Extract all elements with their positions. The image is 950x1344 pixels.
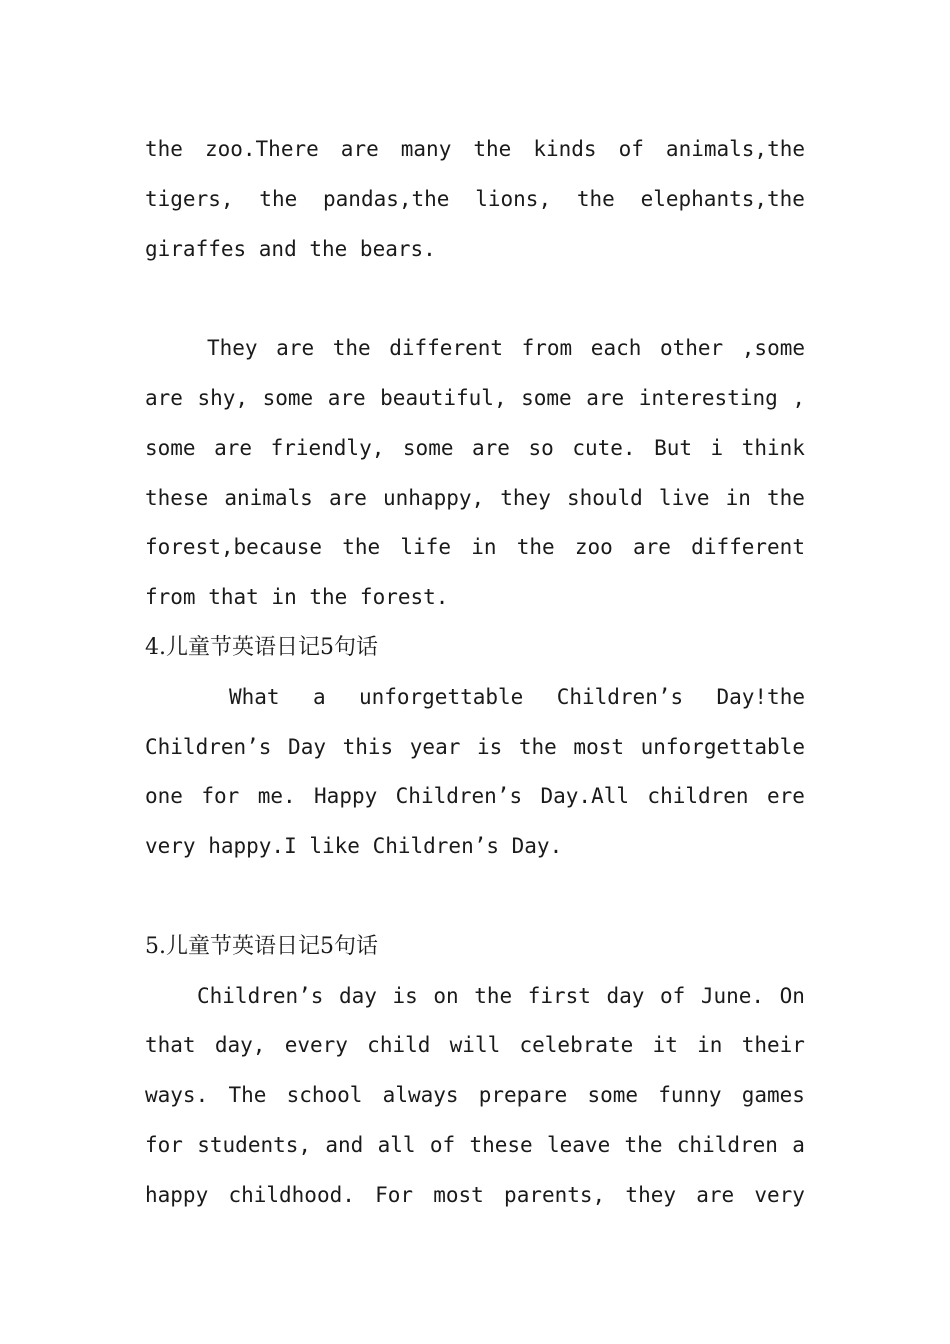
word: Day!the (716, 684, 805, 709)
word: in (471, 535, 497, 560)
word: unforgettable (640, 734, 805, 759)
word: each (590, 336, 642, 361)
word: are (340, 137, 379, 161)
word: some (402, 435, 454, 460)
section-4-paragraph (145, 673, 805, 872)
word: day, (214, 1033, 266, 1058)
word: the (473, 137, 512, 161)
text-line (145, 424, 805, 474)
word: think (741, 435, 805, 460)
word: The (228, 1083, 267, 1108)
word: first (527, 983, 591, 1008)
text-line (145, 673, 805, 723)
word: other (659, 336, 724, 361)
word: the (624, 1132, 663, 1157)
word: live (658, 485, 710, 510)
word: Happy (314, 784, 378, 809)
word: some (145, 435, 196, 460)
word: and (325, 1132, 364, 1157)
word: different (389, 336, 504, 361)
word: happy (145, 1182, 209, 1207)
word: are (328, 485, 367, 510)
word: from (521, 336, 573, 361)
document-body (145, 125, 805, 1221)
word: some (521, 385, 572, 410)
word: On (779, 983, 805, 1008)
word: the (516, 535, 555, 560)
word: elephants,the (640, 186, 805, 211)
word: , (792, 385, 805, 410)
word: are (633, 535, 671, 560)
text-line (145, 324, 805, 374)
section-5-paragraph (145, 972, 805, 1221)
word: a (792, 1132, 805, 1157)
word: are (696, 1182, 735, 1207)
word: is (476, 734, 503, 759)
word: celebrate (519, 1033, 634, 1058)
word: zoo (574, 535, 613, 560)
word: students, (197, 1132, 312, 1157)
text-line (145, 723, 805, 773)
text-line (145, 474, 805, 524)
word: are (145, 385, 183, 410)
word: unforgettable (358, 684, 524, 709)
text-line (145, 175, 805, 225)
word: are (586, 385, 625, 410)
word: school (286, 1083, 363, 1108)
word: day (606, 983, 645, 1008)
word: Children’s (145, 734, 272, 759)
paragraph-spacer (145, 872, 805, 922)
word: for (145, 1132, 183, 1157)
word: ,some (741, 336, 805, 361)
word: Children’s (556, 684, 684, 709)
text-line (145, 972, 805, 1022)
word: they (500, 485, 551, 510)
word: are (214, 435, 253, 460)
word: the (342, 535, 381, 560)
word: one (145, 784, 183, 809)
text-line (145, 772, 805, 822)
text-line (145, 125, 805, 175)
word: June. (700, 983, 765, 1008)
text-line (145, 1021, 805, 1071)
section-4-heading: 4.儿童节英语日记5句话 (145, 634, 378, 660)
word: that (145, 1033, 196, 1058)
word: the (259, 186, 298, 211)
word: their (741, 1033, 805, 1058)
word: unhappy, (383, 485, 485, 510)
word: in (697, 1033, 723, 1058)
word: so (528, 435, 554, 460)
text-line (145, 374, 805, 424)
word: they (625, 1182, 676, 1207)
word: will (449, 1033, 501, 1058)
word: Day.All (540, 784, 630, 809)
word: of (660, 983, 686, 1008)
word: children (676, 1132, 778, 1157)
word: funny (658, 1083, 722, 1108)
word: leave (547, 1132, 611, 1157)
word: parents, (504, 1182, 606, 1207)
word: shy, (197, 385, 249, 410)
word: the (145, 137, 183, 161)
word: most (433, 1182, 484, 1207)
word: every (284, 1033, 348, 1058)
word: children (647, 784, 749, 809)
word: are (327, 385, 366, 410)
word: in (725, 485, 751, 510)
word: on (433, 983, 459, 1008)
word: for (201, 784, 240, 809)
word: interesting (638, 385, 778, 410)
text-line: very happy.I like Children’s Day. (145, 834, 563, 859)
word: the (474, 983, 513, 1008)
word: the (576, 186, 615, 211)
word: i (710, 435, 724, 460)
text-line (145, 523, 805, 573)
word: cute. (572, 435, 636, 460)
word: Children’s (197, 983, 324, 1008)
text-line (145, 1121, 805, 1171)
word: But (654, 435, 692, 460)
word: lions, (475, 186, 552, 211)
word: are (276, 336, 315, 361)
word: of (429, 1132, 456, 1157)
word: all (377, 1132, 416, 1157)
word: is (392, 983, 418, 1008)
text-line (145, 1071, 805, 1121)
word: these (145, 485, 209, 510)
word: ways. (145, 1083, 209, 1108)
word: day (339, 983, 377, 1008)
zoo-paragraph (145, 125, 805, 274)
word: some (262, 385, 314, 410)
animals-paragraph (145, 324, 805, 623)
word: What (229, 684, 280, 709)
word: childhood. (228, 1182, 355, 1207)
word: these (469, 1132, 533, 1157)
text-line: from that in the forest. (145, 585, 449, 610)
word: most (573, 734, 624, 759)
word: life (400, 535, 451, 560)
word: it (652, 1033, 678, 1058)
word: beautiful, (380, 385, 507, 410)
word: prepare (478, 1083, 568, 1108)
paragraph-spacer (145, 274, 805, 324)
word: For (375, 1182, 414, 1207)
word: the (767, 485, 805, 510)
word: different (691, 535, 805, 560)
word: games (741, 1083, 805, 1108)
word: should (566, 485, 643, 510)
word: always (382, 1083, 459, 1108)
word: very (754, 1182, 805, 1207)
section-5-heading: 5.儿童节英语日记5句话 (145, 933, 378, 959)
word: child (367, 1033, 431, 1058)
word: this (342, 734, 394, 759)
word: many (400, 137, 452, 161)
text-line (145, 1171, 805, 1221)
word: are (472, 435, 510, 460)
word: the (332, 336, 371, 361)
text-line: giraffes and the bears. (145, 236, 436, 261)
word: animals (224, 485, 313, 510)
word: a (312, 684, 326, 709)
word: animals,the (665, 137, 805, 161)
word: the (518, 734, 557, 759)
word: zoo.There (204, 137, 319, 161)
word: pandas,the (323, 186, 450, 211)
word: ere (766, 784, 805, 809)
word: Day (288, 734, 326, 759)
word: They (207, 336, 258, 361)
word: forest,because (145, 535, 323, 560)
word: of (618, 137, 644, 161)
word: year (409, 734, 461, 759)
word: some (587, 1083, 639, 1108)
word: friendly, (270, 435, 385, 460)
word: kinds (533, 137, 597, 161)
word: Children’s (395, 784, 523, 809)
word: me. (257, 784, 296, 809)
word: tigers, (145, 186, 234, 211)
